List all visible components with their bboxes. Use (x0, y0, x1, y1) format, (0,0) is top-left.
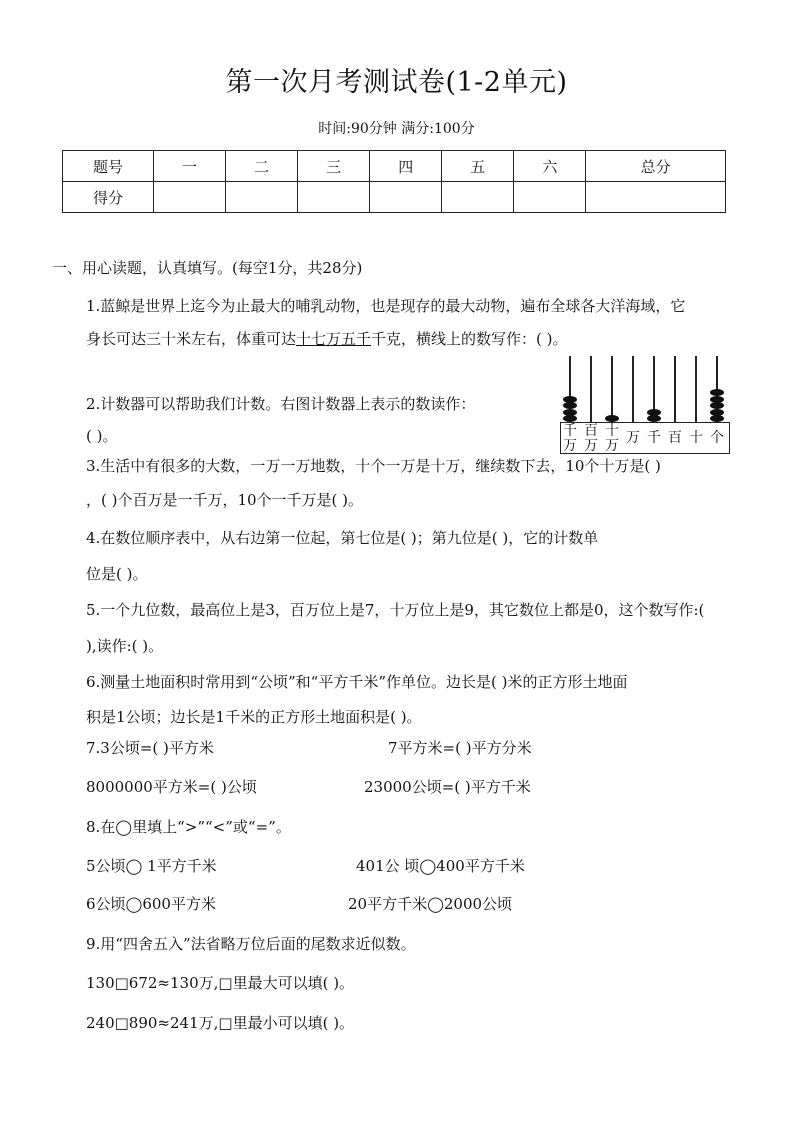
score-cell[interactable] (442, 182, 514, 213)
question-3-line-1: 3.生活中有很多的大数，一万一万地数，十个一万是十万，继续数下去，10个十万是( ) (86, 457, 661, 475)
abacus-place-label: 十 (689, 430, 703, 446)
abacus-bead (563, 415, 577, 422)
abacus-place-label: 千 (647, 430, 661, 446)
score-cell[interactable] (154, 182, 226, 213)
question-7-item-c: 8000000平方米=( )公顷 (86, 778, 257, 796)
abacus-rod (674, 356, 676, 422)
question-1-line-1: 1.蓝鲸是世界上迄今为止最大的哺乳动物，也是现存的最大动物，遍布全球各大洋海域，它 (86, 297, 686, 315)
header-cell: 三 (298, 151, 370, 182)
abacus-bead (605, 415, 619, 422)
header-cell: 六 (514, 151, 586, 182)
question-6-line-1: 6.测量土地面积时常用到“公顷”和“平方千米”作单位。边长是( )米的正方形土地面 (86, 673, 628, 691)
question-8-item-b: 401公 顷◯400平方千米 (356, 857, 525, 875)
question-8-item-d: 20平方千米◯2000公顷 (348, 895, 513, 913)
question-9-prompt: 9.用“四舍五入”法省略万位后面的尾数求近似数。 (86, 935, 416, 953)
row-label: 得分 (63, 182, 154, 213)
abacus-bead (563, 396, 577, 403)
abacus-place-label: 百 万 (584, 423, 598, 454)
score-table (62, 150, 726, 213)
question-4-line-1: 4.在数位顺序表中，从右边第一位起，第七位是( )；第九位是( )，它的计数单 (86, 529, 599, 547)
abacus-figure (560, 356, 730, 466)
question-9-item-a: 130□672≈130万,□里最大可以填( )。 (86, 974, 355, 992)
abacus-bead (647, 415, 661, 422)
question-6-line-2: 积是1公顷；边长是1千米的正方形土地面积是( )。 (86, 708, 422, 726)
score-cell[interactable] (586, 182, 726, 213)
abacus-bead (710, 409, 724, 416)
header-cell: 五 (442, 151, 514, 182)
question-7-item-a: 7.3公顷=( )平方米 (86, 739, 214, 757)
abacus-bead (710, 415, 724, 422)
score-table-header-row (63, 151, 726, 182)
question-3-line-2: ，( )个百万是一千万，10个一千万是( )。 (86, 491, 364, 509)
question-5-line-2: ),读作:( )。 (86, 637, 164, 655)
score-cell[interactable] (226, 182, 298, 213)
abacus-place-label: 万 (626, 430, 640, 446)
exam-info: 时间:90分钟 满分:100分 (318, 121, 475, 137)
score-cell[interactable] (298, 182, 370, 213)
page-title: 第一次月考测试卷(1-2单元) (225, 67, 568, 98)
question-2-line-2: ( )。 (86, 427, 118, 445)
score-cell[interactable] (370, 182, 442, 213)
header-cell: 题号 (63, 151, 154, 182)
question-8-item-a: 5公顷◯ 1平方千米 (86, 857, 217, 875)
header-cell: 四 (370, 151, 442, 182)
question-7-item-d: 23000公顷=( )平方千米 (364, 778, 531, 796)
question-1-line-2: 身长可达三十米左右，体重可达十七万五千千克，横线上的数写作：( )。 (86, 330, 568, 348)
abacus-rod (590, 356, 592, 422)
underlined-number: 十七万五千 (296, 330, 372, 348)
question-8-prompt: 8.在◯里填上“>”“<”或“=”。 (86, 818, 291, 836)
header-cell: 二 (226, 151, 298, 182)
question-9-item-b: 240□890≈241万,□里最小可以填( )。 (86, 1014, 355, 1032)
abacus-rod (632, 356, 634, 422)
abacus-place-label: 千 万 (563, 423, 577, 454)
abacus-bead (563, 402, 577, 409)
header-cell: 一 (154, 151, 226, 182)
abacus-bead (563, 409, 577, 416)
question-4-line-2: 位是( )。 (86, 565, 148, 583)
score-cell[interactable] (514, 182, 586, 213)
question-8-item-c: 6公顷◯600平方米 (86, 895, 216, 913)
abacus-bead (710, 389, 724, 396)
question-5-line-1: 5.一个九位数，最高位上是3，百万位上是7，十万位上是9，其它数位上都是0，这个数写作:( (86, 601, 705, 619)
abacus-place-label: 百 (668, 430, 682, 446)
abacus-place-label: 十 万 (605, 423, 619, 454)
header-cell: 总分 (586, 151, 726, 182)
abacus-bead (647, 409, 661, 416)
section-heading: 一、用心读题，认真填写。(每空1分，共28分) (52, 259, 363, 277)
abacus-place-label: 个 (710, 430, 724, 446)
abacus-bead (710, 402, 724, 409)
abacus-rod (695, 356, 697, 422)
question-7-item-b: 7平方米=( )平方分米 (388, 739, 532, 757)
score-table-score-row (63, 182, 726, 213)
abacus-rod (611, 356, 613, 422)
question-2-line-1: 2.计数器可以帮助我们计数。右图计数器上表示的数读作： (86, 395, 476, 413)
abacus-bead (710, 396, 724, 403)
